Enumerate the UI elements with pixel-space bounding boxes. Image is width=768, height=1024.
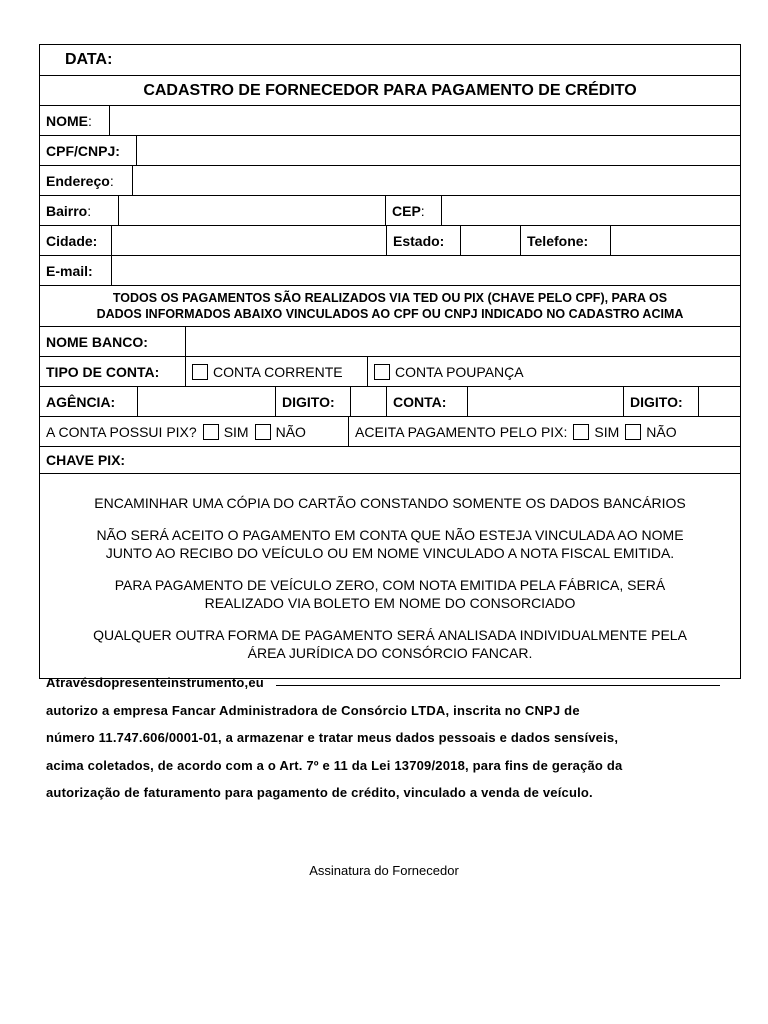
cidade-field[interactable]	[111, 226, 386, 255]
conta-poupanca-option	[367, 357, 557, 386]
bairro-label: Bairro :	[46, 202, 92, 219]
agencia-digito-field[interactable]	[350, 387, 386, 416]
agencia-label: AGÊNCIA:	[46, 393, 116, 410]
email-field[interactable]	[111, 256, 740, 285]
email-label: E-mail:	[46, 262, 93, 279]
conta-poupanca-checkbox[interactable]	[374, 364, 390, 380]
aceita-pix-nao-label: NÃO	[646, 423, 677, 440]
nome-row	[40, 105, 740, 135]
endereco-label: Endereço :	[46, 172, 114, 189]
bairro-field[interactable]	[118, 196, 385, 225]
form-title: CADASTRO DE FORNECEDOR PARA PAGAMENTO DE CRÉDITO	[143, 81, 637, 99]
cpf-row	[40, 135, 740, 165]
possui-pix-nao-label: NÃO	[275, 423, 306, 440]
chave-pix-label[interactable]: CHAVE PIX:	[46, 452, 126, 468]
conta-label: CONTA:	[386, 387, 467, 416]
conta-digito-field[interactable]	[698, 387, 740, 416]
supplier-form	[39, 44, 741, 679]
possui-pix-sim-label: SIM	[223, 423, 249, 440]
auth-line-2: autorizo a empresa Fancar Administradora de Consórcio LTDA, inscrita no CNPJ de	[46, 702, 580, 718]
payment-notice	[40, 286, 740, 326]
name-blank-line[interactable]	[276, 669, 720, 686]
cidade-label: Cidade:	[46, 232, 98, 249]
info-p4: QUALQUER OUTRA FORMA DE PAGAMENTO SERÁ ANALISADA INDIVIDUALMENTE PELA ÁREA JURÍDICA DO CONSÓRCIO FANCAR.	[93, 627, 687, 661]
info-p3: PARA PAGAMENTO DE VEÍCULO ZERO, COM NOTA EMITIDA PELA FÁBRICA, SERÁ REALIZADO VIA BOLETO EM NOME DO CONSORCIADO	[114, 577, 666, 611]
aceita-pix-sim-label: SIM	[594, 423, 620, 440]
agencia-row	[40, 386, 740, 416]
nome-banco-label: NOME BANCO:	[46, 333, 148, 350]
cpf-cnpj-field[interactable]	[136, 136, 740, 165]
possui-pix-label: A CONTA POSSUI PIX?	[46, 423, 197, 440]
aceita-pix-label: ACEITA PAGAMENTO PELO PIX:	[355, 423, 568, 440]
telefone-field[interactable]	[610, 226, 740, 255]
cep-field[interactable]	[441, 196, 740, 225]
possui-pix-sim-checkbox[interactable]	[203, 424, 219, 440]
auth-line-3: número 11.747.606/0001-01, a armazenar e tratar meus dados pessoais e dados sensíveis,	[46, 730, 619, 745]
aceita-pix-nao-checkbox[interactable]	[625, 424, 641, 440]
conta-corrente-option	[185, 357, 367, 386]
info-row	[40, 473, 740, 678]
nome-banco-field[interactable]	[185, 327, 740, 356]
notice-line-2: DADOS INFORMADOS ABAIXO VINCULADOS AO CPF OU CNPJ INDICADO NO CADASTRO ACIMA	[96, 307, 684, 321]
date-row	[40, 45, 740, 75]
estado-field[interactable]	[460, 226, 520, 255]
date-label: DATA:	[65, 51, 113, 68]
conta-corrente-label: CONTA CORRENTE	[213, 363, 343, 380]
banco-row	[40, 326, 740, 356]
signature-label: Assinatura do Fornecedor	[309, 863, 459, 878]
estado-label: Estado:	[386, 226, 460, 255]
authorization-text	[46, 669, 720, 807]
notice-line-1: TODOS OS PAGAMENTOS SÃO REALIZADOS VIA TED OU PIX (CHAVE PELO CPF), PARA OS	[112, 291, 668, 305]
title-row	[40, 75, 740, 105]
aceita-pix-sim-checkbox[interactable]	[573, 424, 589, 440]
endereco-row	[40, 165, 740, 195]
auth-line-4: acima coletados, de acordo com a o Art. 7º e 11 da Lei 13709/2018, para fins de geração da	[46, 757, 623, 773]
auth-line-5: autorização de faturamento para pagamento de crédito, vinculado a venda de veículo.	[46, 785, 593, 800]
nome-field[interactable]	[109, 106, 740, 135]
endereco-field[interactable]	[132, 166, 740, 195]
cidade-row	[40, 225, 740, 255]
email-row	[40, 255, 740, 285]
tipo-conta-row	[40, 356, 740, 386]
nome-label: NOME :	[46, 112, 92, 129]
tipo-conta-label: TIPO DE CONTA:	[46, 363, 160, 380]
conta-digito-label: DIGITO:	[623, 387, 698, 416]
agencia-field[interactable]	[137, 387, 275, 416]
auth-line-1: Através do presente instrumento, eu	[46, 669, 720, 697]
cep-label: CEP :	[385, 196, 441, 225]
aceita-pix-cell	[348, 417, 740, 446]
pix-row	[40, 416, 740, 446]
info-p2: NÃO SERÁ ACEITO O PAGAMENTO EM CONTA QUE NÃO ESTEJA VINCULADA AO NOME JUNTO AO RECIBO DO VEÍCULO OU EM NOME VINCULADO A NOTA FISCAL EMITIDA.	[96, 527, 684, 561]
info-box	[40, 474, 740, 678]
conta-field[interactable]	[467, 387, 623, 416]
bairro-row	[40, 195, 740, 225]
conta-poupanca-label: CONTA POUPANÇA	[395, 363, 524, 380]
info-p1: ENCAMINHAR UMA CÓPIA DO CARTÃO CONSTANDO SOMENTE OS DADOS BANCÁRIOS	[94, 495, 686, 511]
agencia-digito-label: DIGITO:	[275, 387, 350, 416]
notice-row	[40, 285, 740, 326]
telefone-label: Telefone:	[520, 226, 610, 255]
cpf-cnpj-label: CPF/CNPJ:	[46, 142, 120, 159]
possui-pix-cell	[40, 417, 348, 446]
chave-pix-row	[40, 446, 740, 473]
conta-corrente-checkbox[interactable]	[192, 364, 208, 380]
possui-pix-nao-checkbox[interactable]	[255, 424, 271, 440]
